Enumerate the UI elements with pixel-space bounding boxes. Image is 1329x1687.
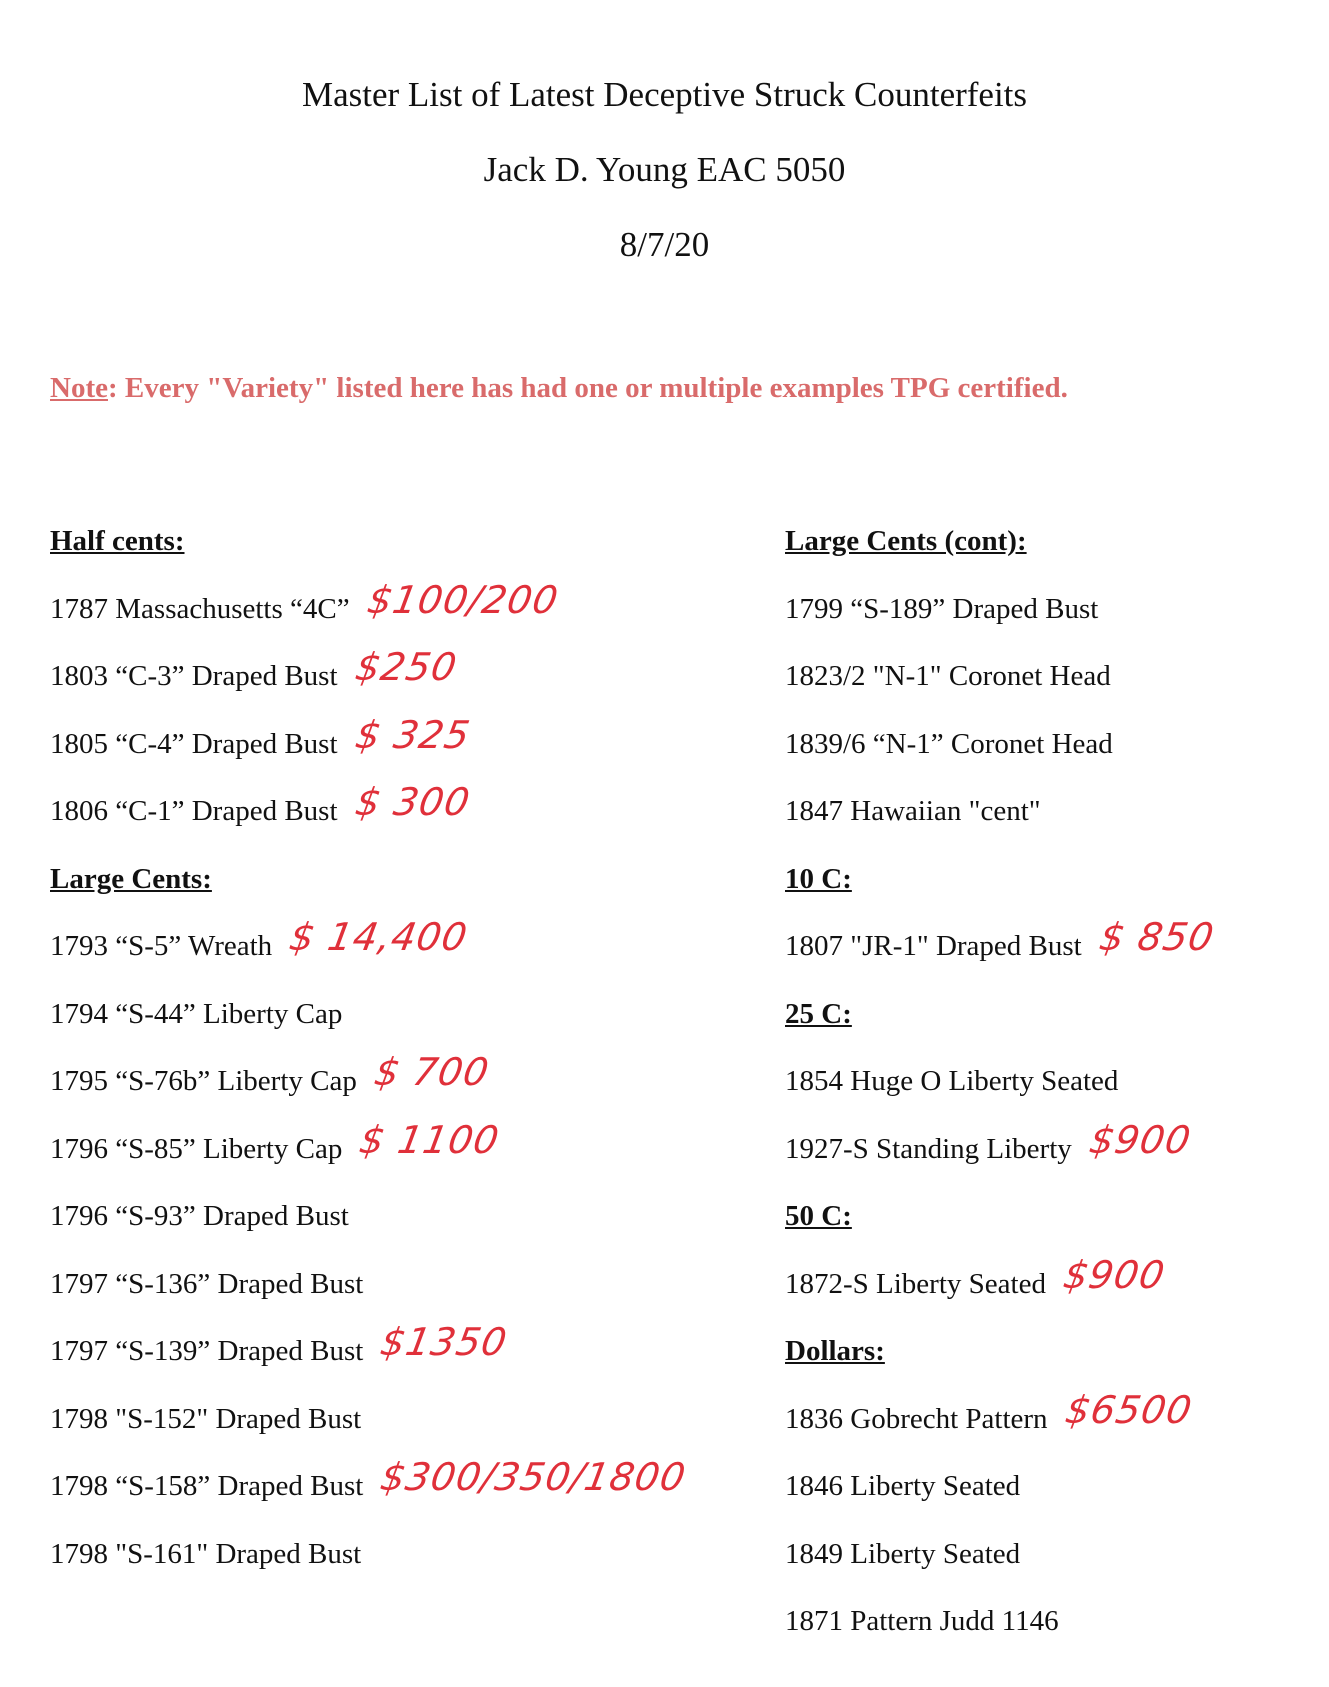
coin-item	[50, 1183, 363, 1251]
section-heading	[785, 508, 1118, 576]
coin-item-text: 1871 Pattern Judd 1146	[785, 1605, 1059, 1638]
handwritten-price: $900	[1086, 1117, 1195, 1162]
section-heading-text: Large Cents (cont):	[785, 525, 1027, 558]
section-heading	[785, 846, 1118, 914]
coin-item	[50, 981, 363, 1049]
right-column	[785, 508, 1218, 1656]
coin-item	[50, 778, 474, 846]
section-heading-text: Large Cents:	[50, 862, 212, 895]
coin-item-text: 1798 “S-158” Draped Bust	[50, 1470, 364, 1503]
coin-item	[785, 1521, 1118, 1589]
coin-item	[785, 1588, 1118, 1656]
coin-item-text: 1846 Liberty Seated	[785, 1470, 1021, 1503]
coin-item	[50, 1251, 363, 1319]
section-heading-text: 50 C:	[785, 1200, 852, 1233]
coin-item	[50, 1521, 363, 1589]
coin-item	[50, 576, 562, 644]
coin-item	[785, 1251, 1169, 1319]
coin-item-text: 1797 “S-139” Draped Bust	[50, 1335, 364, 1368]
note-text: : Every "Variety" listed here has had one or multiple examples TPG certified.	[107, 372, 1068, 404]
coin-item-text: 1798 "S-152" Draped Bust	[50, 1402, 362, 1435]
handwritten-price: $6500	[1062, 1387, 1196, 1432]
coin-item-text: 1787 Massachusetts “4C”	[50, 592, 350, 625]
coin-item-text: 1849 Liberty Seated	[785, 1537, 1021, 1570]
coin-item-text: 1793 “S-5” Wreath	[50, 930, 273, 963]
coin-item-text: 1797 “S-136” Draped Bust	[50, 1267, 364, 1300]
coin-item	[785, 1453, 1118, 1521]
coin-item-text: 1799 “S-189” Draped Bust	[785, 592, 1099, 625]
coin-item-text: 1794 “S-44” Liberty Cap	[50, 997, 343, 1030]
section-heading-text: Dollars:	[785, 1335, 885, 1368]
author-line: Jack D. Young EAC 5050	[483, 150, 846, 189]
coin-item-text: 1847 Hawaiian "cent"	[785, 795, 1041, 828]
coin-item	[50, 1386, 363, 1454]
coin-item	[785, 1116, 1195, 1184]
coin-item	[50, 913, 472, 981]
section-heading-text: 25 C:	[785, 997, 852, 1030]
section-heading	[50, 508, 363, 576]
handwritten-price: $ 700	[371, 1050, 493, 1094]
handwritten-price: $300/350/1800	[377, 1455, 690, 1499]
coin-item	[50, 1048, 493, 1116]
handwritten-price: $ 14,400	[286, 915, 472, 959]
coin-item	[785, 778, 1118, 846]
handwritten-price: $ 300	[352, 780, 474, 824]
coin-item	[785, 1048, 1118, 1116]
section-heading	[785, 1318, 1118, 1386]
section-heading-text: 10 C:	[785, 862, 852, 895]
coin-item	[50, 1453, 690, 1521]
coin-item-text: 1927-S Standing Liberty	[785, 1132, 1072, 1165]
coin-item-text: 1806 “C-1” Draped Bust	[50, 795, 338, 828]
coin-item-text: 1872-S Liberty Seated	[785, 1267, 1046, 1300]
coin-item	[785, 643, 1118, 711]
handwritten-price: $ 850	[1096, 915, 1218, 959]
coin-item-text: 1839/6 “N-1” Coronet Head	[785, 727, 1113, 760]
document-title: Master List of Latest Deceptive Struck Counterfeits	[301, 75, 1028, 114]
handwritten-price: $250	[352, 645, 461, 689]
note-line	[50, 372, 1068, 405]
section-heading-text: Half cents:	[50, 525, 185, 558]
coin-item-text: 1854 Huge O Liberty Seated	[785, 1065, 1119, 1098]
section-heading	[785, 1183, 1118, 1251]
coin-item	[50, 1116, 503, 1184]
handwritten-price: $ 325	[352, 712, 474, 757]
coin-item-text: 1807 "JR-1" Draped Bust	[785, 930, 1082, 963]
coin-item-text: 1836 Gobrecht Pattern	[785, 1402, 1048, 1435]
coin-item	[785, 576, 1118, 644]
coin-item-text: 1823/2 "N-1" Coronet Head	[785, 660, 1111, 693]
handwritten-price: $1350	[377, 1320, 511, 1364]
coin-item	[50, 643, 461, 711]
date-line: 8/7/20	[619, 225, 710, 264]
handwritten-price: $900	[1060, 1252, 1169, 1297]
section-heading	[785, 981, 1118, 1049]
coin-item-text: 1803 “C-3” Draped Bust	[50, 660, 338, 693]
coin-item	[50, 711, 474, 779]
coin-item-text: 1795 “S-76b” Liberty Cap	[50, 1065, 357, 1098]
coin-item	[785, 1386, 1196, 1454]
section-heading	[50, 846, 363, 914]
coin-item	[785, 913, 1218, 981]
coin-item	[50, 1318, 511, 1386]
coin-item	[785, 711, 1118, 779]
coin-item-text: 1798 "S-161" Draped Bust	[50, 1537, 362, 1570]
left-column	[50, 508, 690, 1588]
coin-item-text: 1805 “C-4” Draped Bust	[50, 727, 338, 760]
note-label: Note	[50, 372, 108, 404]
handwritten-price: $ 1100	[356, 1117, 503, 1162]
handwritten-price: $100/200	[364, 577, 562, 622]
coin-item-text: 1796 “S-85” Liberty Cap	[50, 1132, 343, 1165]
coin-item-text: 1796 “S-93” Draped Bust	[50, 1200, 349, 1233]
